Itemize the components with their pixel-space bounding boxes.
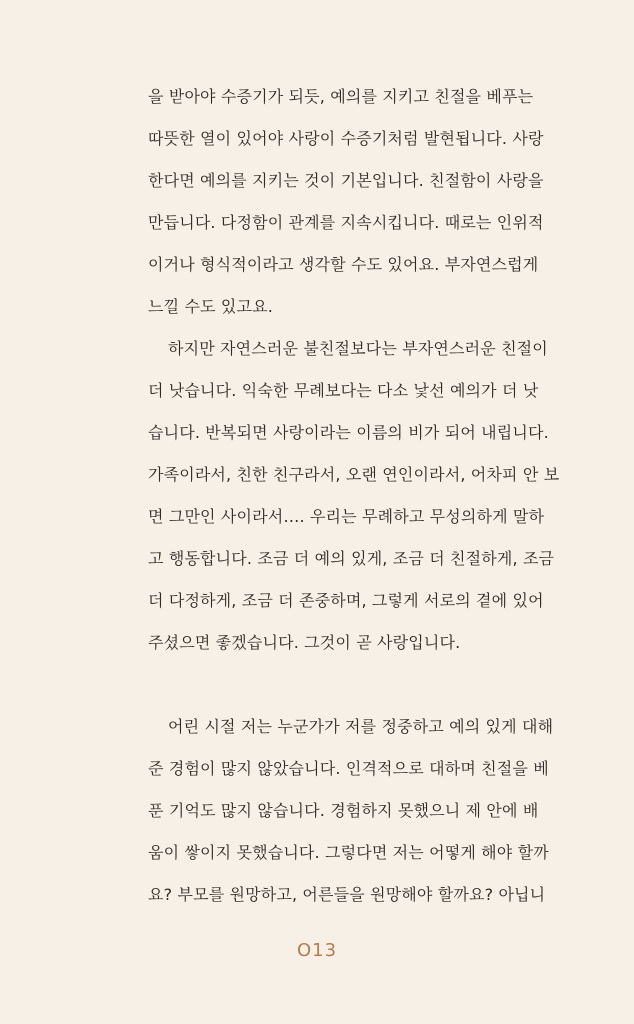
text-line: 따뜻한 열이 있어야 사랑이 수증기처럼 발현됩니다. 사랑 — [148, 129, 544, 148]
text-line: 한다면 예의를 지키는 것이 기본입니다. 친절함이 사랑을 — [148, 171, 544, 190]
text-line: 어린 시절 저는 누군가가 저를 정중하고 예의 있게 대해 — [168, 717, 554, 736]
text-line: 움이 쌓이지 못했습니다. 그렇다면 저는 어떻게 해야 할까 — [148, 843, 549, 862]
text-line: 주셨으면 좋겠습니다. 그것이 곧 사랑입니다. — [148, 633, 461, 652]
text-line: 을 받아야 수증기가 되듯, 예의를 지키고 친절을 베푸는 — [148, 87, 534, 106]
text-line: 푼 기억도 많지 않습니다. 경험하지 못했으니 제 안에 배 — [148, 801, 539, 820]
text-line: 이거나 형식적이라고 생각할 수도 있어요. 부자연스럽게 — [148, 255, 539, 274]
text-line: 만듭니다. 다정함이 관계를 지속시킵니다. 때로는 인위적 — [148, 213, 544, 232]
text-line: 하지만 자연스러운 불친절보다는 부자연스러운 친절이 — [168, 339, 548, 358]
text-line: 요? 부모를 원망하고, 어른들을 원망해야 할까요? 아닙니 — [148, 885, 546, 904]
text-line: 고 행동합니다. 조금 더 예의 있게, 조금 더 친절하게, 조금 — [148, 549, 555, 568]
text-line: 면 그만인 사이라서…. 우리는 무례하고 무성의하게 말하 — [148, 507, 545, 526]
text-line: 더 낫습니다. 익숙한 무례보다는 다소 낯선 예의가 더 낫 — [148, 381, 539, 400]
text-line: 느낄 수도 있고요. — [148, 297, 273, 316]
text-line: 습니다. 반복되면 사랑이라는 이름의 비가 되어 내립니다. — [148, 423, 549, 442]
page-number: O13 — [296, 940, 338, 961]
text-line: 가족이라서, 친한 친구라서, 오랜 연인이라서, 어차피 안 보 — [148, 465, 560, 484]
text-line: 준 경험이 많지 않았습니다. 인격적으로 대하며 친절을 베 — [148, 759, 549, 778]
text-line: 더 다정하게, 조금 더 존중하며, 그렇게 서로의 곁에 있어 — [148, 591, 544, 610]
